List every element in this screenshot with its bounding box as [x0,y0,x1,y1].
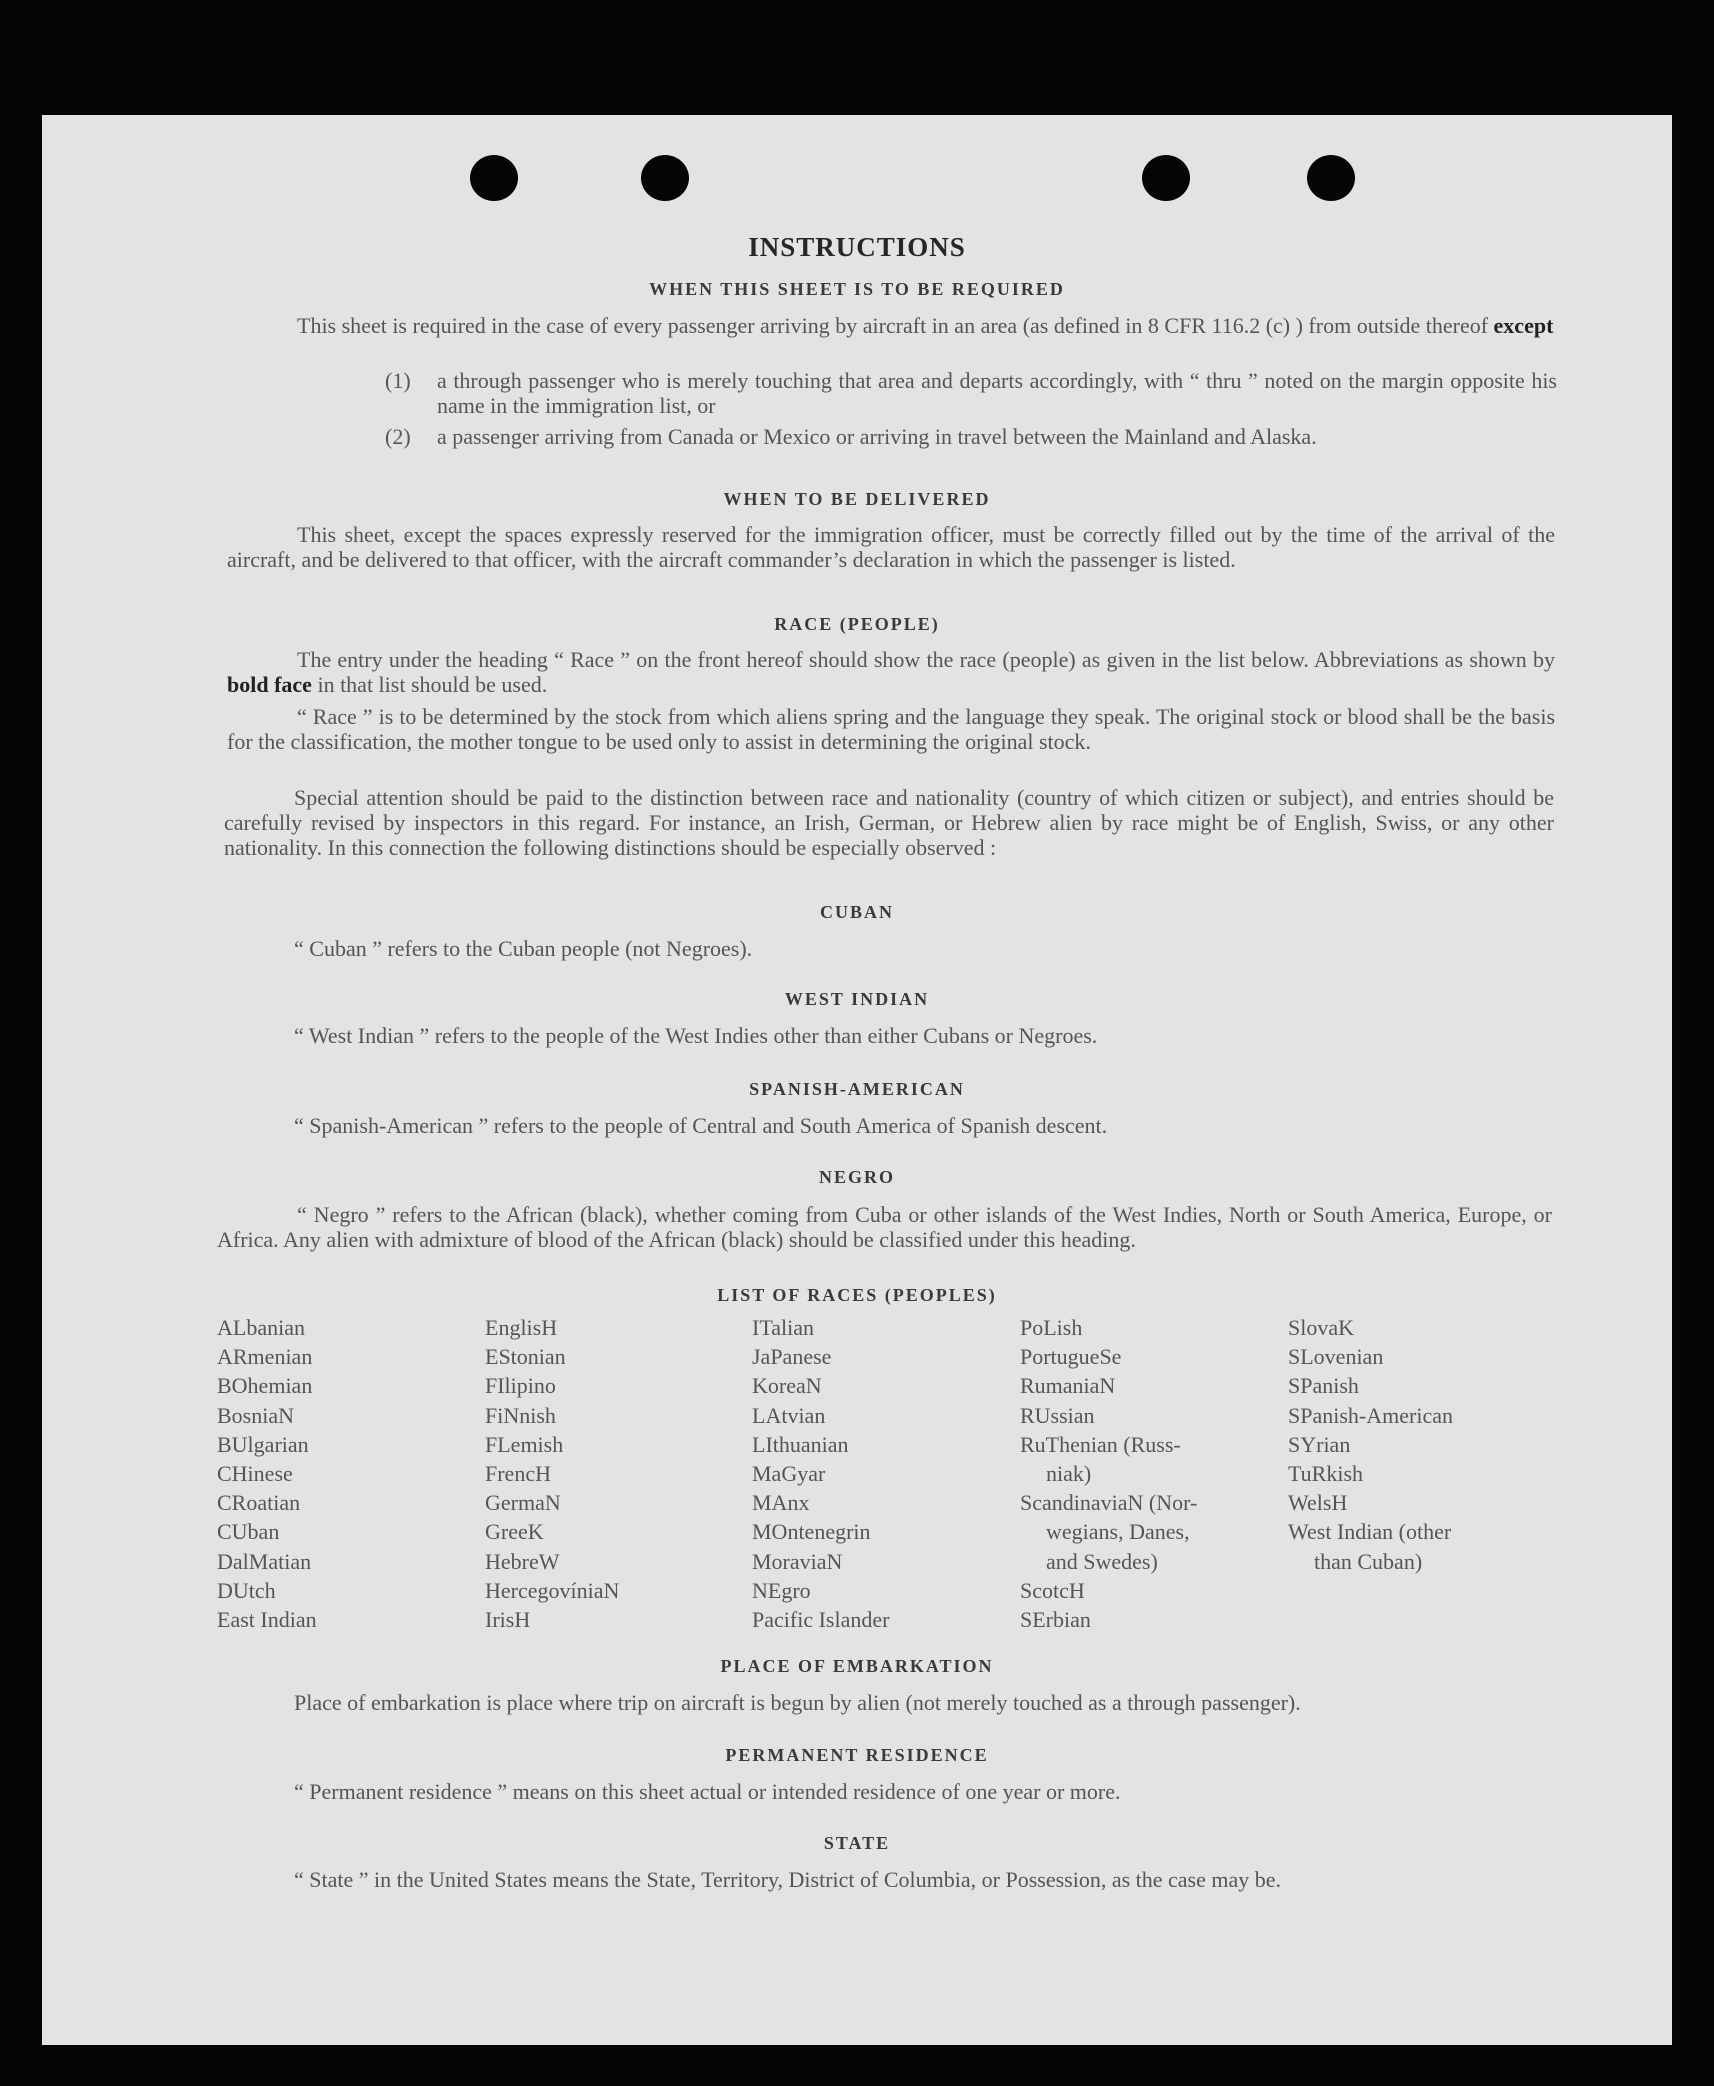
race-entry: SPanish [1288,1373,1359,1399]
race-entry: EnglisH [485,1315,558,1340]
race-entry: ScandinaviaN (Nor- [1020,1490,1198,1516]
race-paragraph-2: “ Race ” is to be determined by the stock from which aliens spring and the language they speak. The original stock or blood shall be the basis for the classification, the mother tongue to be used only to assist in determining the original stock. [227,704,1555,754]
punch-hole [1142,155,1190,201]
section-heading-spanish-american: SPANISH-AMERICAN [749,1079,965,1099]
race-entry: East Indian [217,1607,317,1633]
section-heading-negro: NEGRO [818,1167,895,1187]
race-entry: DalMatian [217,1548,312,1574]
embarkation-text: Place of embarkation is place where trip on aircraft is begun by alien (not merely touched as a through passenger). [294,1690,1301,1715]
section-heading-state: STATE [823,1833,891,1853]
section-heading-embarkation: PLACE OF EMBARKATION [720,1656,994,1676]
race-entry: JaPanese [752,1344,832,1370]
race-entry: MAnx [752,1490,810,1516]
race-entry: GreeK [485,1519,544,1545]
required-intro: This sheet is required in the case of every passenger arriving by aircraft in an area (as defined in 8 CFR 116.2 (c) ) from outside thereof except [297,313,1554,338]
race-entry: SPanish-American [1288,1402,1453,1428]
race-entry: niak) [1046,1461,1092,1487]
punch-hole [641,155,689,201]
delivered-text: This sheet, except the spaces expressly reserved for the immigration officer, must be correctly filled out by the time of the arrival of the aircraft, and be delivered to that officer, with the aircraft commander’s declaration in which the passenger is listed. [227,522,1555,572]
race-entry: DUtch [217,1577,276,1603]
spanish-american-text: “ Spanish-American ” refers to the people of Central and South America of Spanish descent. [294,1113,1108,1138]
race-entry: NEgro [752,1577,811,1603]
race-entry: HebreW [485,1548,560,1574]
race-entry: RumaniaN [1020,1373,1116,1399]
race-entry: MaGyar [752,1461,826,1487]
race-entry: FiNnish [485,1402,556,1428]
race-entry: RUssian [1020,1402,1095,1428]
page-title: INSTRUCTIONS [748,232,966,262]
race-entry: FIlipino [485,1373,556,1399]
race-entry: BOhemian [217,1373,313,1399]
race-entry: FrencH [485,1461,551,1487]
punch-hole [470,155,518,201]
instruction-sheet [42,115,1672,2045]
race-entry: CUban [217,1519,280,1545]
required-item-1: (1) a through passenger who is merely touching that area and departs accordingly, with “ thru ” noted on the margin opposite his name in the immigration list, or [385,368,1557,418]
race-entry: wegians, Danes, [1046,1519,1190,1545]
race-entry: SlovaK [1288,1315,1354,1340]
section-heading-delivered: WHEN TO BE DELIVERED [723,489,991,509]
required-item-2: (2) a passenger arriving from Canada or Mexico or arriving in travel between the Mainland and Alaska. [385,424,1317,449]
race-entry: CHinese [217,1461,293,1487]
race-entry: HercegovíniaN [485,1577,620,1603]
section-heading-race: RACE (PEOPLE) [774,614,940,634]
race-entry: LIthuanian [752,1431,849,1457]
race-entry: than Cuban) [1314,1548,1423,1574]
race-entry: ITalian [752,1315,814,1340]
punch-hole [1307,155,1355,201]
race-entry: SYrian [1288,1431,1351,1457]
race-entry: West Indian (other [1288,1519,1452,1545]
race-paragraph-1: The entry under the heading “ Race ” on the front hereof should show the race (people) as given in the list below. Abbreviations as shown by bold face in that list should be used. [227,647,1555,697]
race-entry: BUlgarian [217,1431,309,1457]
race-entry: ALbanian [217,1315,305,1340]
list-of-races-heading: LIST OF RACES (PEOPLES) [717,1285,997,1305]
race-entry: RuThenian (Russ- [1020,1431,1181,1457]
section-heading-cuban: CUBAN [819,902,894,922]
race-entry: WelsH [1288,1490,1348,1516]
race-entry: TuRkish [1288,1461,1364,1487]
race-entry: GermaN [485,1490,561,1516]
race-entry: ARmenian [217,1344,313,1370]
race-entry: PoLish [1020,1315,1083,1340]
race-entry: BosniaN [217,1402,294,1428]
races-column-4 [1020,1313,1260,1634]
race-entry: LAtvian [752,1402,826,1428]
west-indian-text: “ West Indian ” refers to the people of the West Indies other than either Cubans or Negroes. [294,1023,1098,1048]
race-entry: Pacific Islander [752,1607,890,1633]
section-heading-required: WHEN THIS SHEET IS TO BE REQUIRED [649,279,1065,299]
race-entry: KoreaN [752,1373,822,1399]
race-entry: PortugueSe [1020,1344,1122,1370]
race-entry: SErbian [1020,1607,1091,1633]
race-entry: MOntenegrin [752,1519,871,1545]
residence-text: “ Permanent residence ” means on this sheet actual or intended residence of one year or more. [294,1779,1121,1804]
race-entry: SLovenian [1288,1344,1384,1370]
races-column-2 [485,1313,725,1634]
race-entry: IrisH [485,1607,531,1633]
race-paragraph-3: Special attention should be paid to the distinction between race and nationality (country of which citizen or subject), and entries should be carefully revised by inspectors in this regard. For instance, an Irish, German, or Hebrew alien by race might be of English, Swiss, or any other nationality. In this connection the following distinctions should be especially observed : [224,785,1554,860]
races-column-1 [217,1313,457,1634]
race-entry: CRoatian [217,1490,301,1516]
race-entry: ScotcH [1020,1577,1085,1603]
races-column-5 [1288,1313,1528,1576]
section-heading-residence: PERMANENT RESIDENCE [725,1745,989,1765]
race-entry: MoraviaN [752,1548,843,1574]
state-text: “ State ” in the United States means the State, Territory, District of Columbia, or Possession, as the case may be. [294,1867,1282,1892]
section-heading-west-indian: WEST INDIAN [784,989,930,1009]
race-entry: FLemish [485,1431,564,1457]
race-entry: and Swedes) [1046,1548,1158,1574]
races-column-3 [752,1313,992,1634]
negro-text: “ Negro ” refers to the African (black), whether coming from Cuba or other islands of the West Indies, North or South America, Europe, or Africa. Any alien with admixture of blood of the African (black) should be classified under this heading. [217,1202,1552,1252]
race-entry: EStonian [485,1344,566,1370]
cuban-text: “ Cuban ” refers to the Cuban people (not Negroes). [294,936,753,961]
